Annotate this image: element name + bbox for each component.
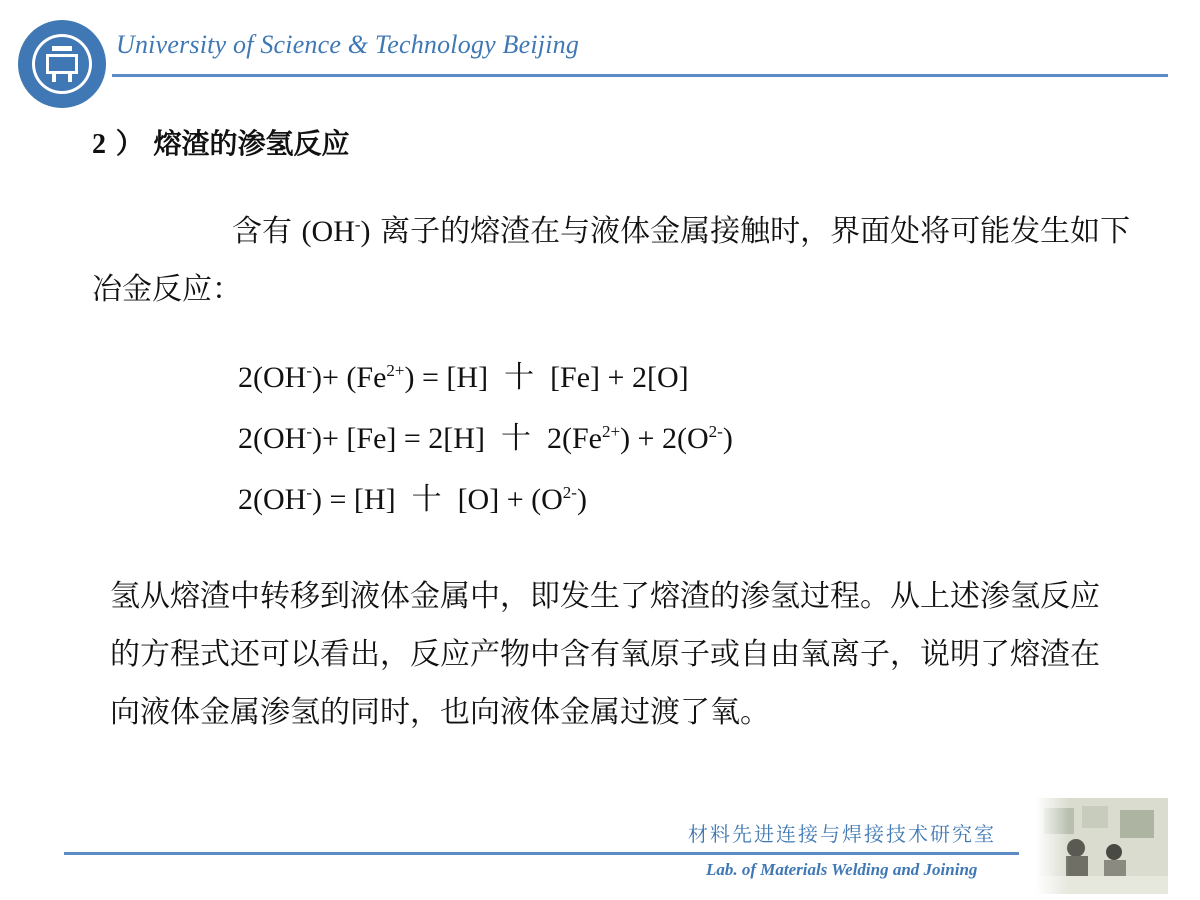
lab-name-english: Lab. of Materials Welding and Joining [706,860,978,879]
eq2-d: 2(Fe [546,422,602,455]
eq2-e-sup: 2- [708,422,723,441]
eq1-c: ) = [H] [404,361,489,394]
footer-divider [64,852,1019,855]
lab-photo-image [1036,798,1168,894]
section-number: 2 [92,129,106,160]
header-divider [112,74,1168,77]
university-logo [16,18,108,110]
oh-ion [302,215,371,248]
eq1-plus: 十 [504,360,535,395]
eq1-b: )+ (Fe [312,361,387,394]
section-title: 熔渣的渗氢反应 [153,127,350,160]
university-name: University of Science & Technology Beijing [116,30,580,59]
intro-paragraph [92,196,1142,319]
eq3-b: ) = [H] [312,483,396,516]
eq1-a: 2(OH [238,361,307,394]
eq3-d-sup: 2- [562,483,577,502]
eq2-a-sup: - [306,422,312,441]
eq2-d-sup: 2+ [601,422,621,441]
section-heading [92,122,350,162]
equation-3 [238,474,587,518]
conclusion-paragraph: 氢从熔渣中转移到液体金属中，即发生了熔渣的渗氢过程。从上述渗氢反应的方程式还可以看出，反应产物中含有氧原子或自由氧离子，说明了熔渣在向液体金属渗氢的同时，也向液体金属过渡了氧。 [110,579,1100,730]
section-paren: ） [115,127,144,160]
eq1-b-sup: 2+ [386,361,405,380]
oh-text: (OH [301,215,355,248]
eq3-e: ) [576,483,587,516]
lab-name-chinese: 材料先进连接与焊接技术研究室 [688,822,996,846]
oh-charge: - [354,215,361,234]
eq3-a-sup: - [306,483,312,502]
eq3-a: 2(OH [238,483,307,516]
eq2-plus: 十 [500,421,531,456]
equation-1 [238,352,689,396]
eq3-d: [O] + (O [457,483,563,516]
eq2-f: ) [722,422,733,455]
eq1-d: [Fe] + 2[O] [550,361,689,394]
equation-2 [238,413,733,457]
intro-text-2: 离子的熔渣在与液体金属接触时，界面处将可能发生如下冶金反应： [92,214,1131,307]
intro-text-1: 含有 [232,214,302,249]
eq3-plus: 十 [411,482,442,517]
eq2-b: )+ [Fe] = 2[H] [312,422,485,455]
eq1-a-sup: - [306,361,312,380]
eq2-a: 2(OH [238,422,307,455]
eq2-e: ) + 2(O [620,422,709,455]
oh-close: ) [360,215,371,248]
